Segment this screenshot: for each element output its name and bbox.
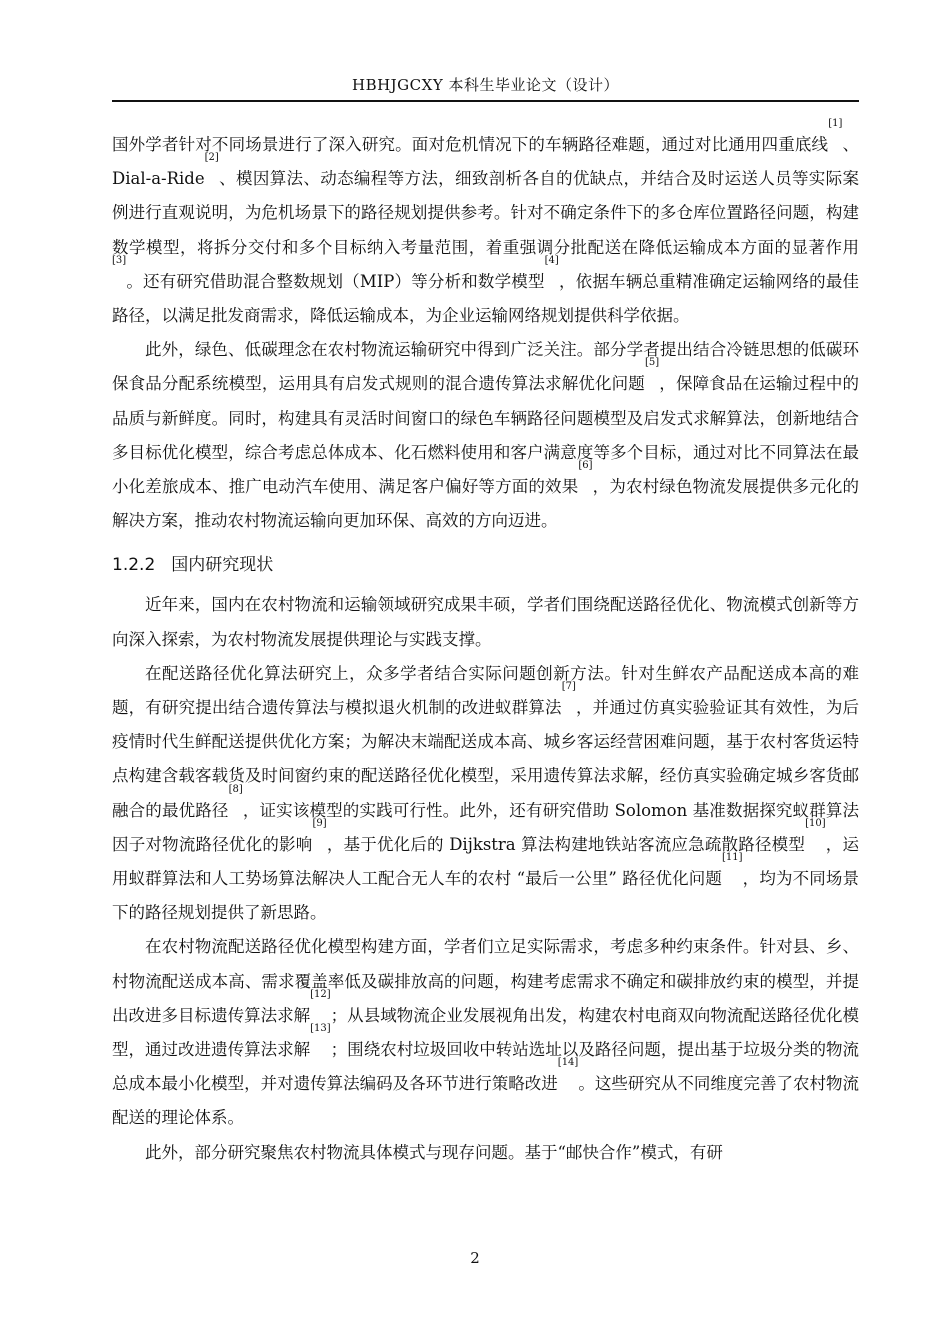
citation: [11] (722, 852, 743, 864)
citation: [9] (312, 817, 327, 829)
citation: [3] (112, 254, 127, 266)
citation: [4] (544, 254, 559, 266)
paragraph-green-logistics: 此外，绿色、低碳理念在农村物流运输研究中得到广泛关注。部分学者提出结合冷链思想的低碳环保食品分配系统模型，运用具有启发式规则的混合遗传算法求解优化问题[5]，保障食品在运输过程中的品质与新鲜度。同时，构建具有灵活时间窗口的绿色车辆路径问题模型及启发式求解算法，创新地结合多目标优化模型，综合考虑总体成本、化石燃料使用和客户满意度等多个目标，通过对比不同算法在最小化差旅成本、推广电动汽车使用、满足客户偏好等方面的效果[6]，为农村绿色物流发展提供多元化的解决方案，推动农村物流运输向更加环保、高效的方向迈进。 (112, 340, 860, 531)
citation: [2] (204, 152, 219, 164)
body-text (112, 118, 860, 1170)
section-title: 国内研究现状 (171, 555, 274, 576)
citation: [13] (310, 1023, 331, 1035)
citation: [14] (557, 1057, 579, 1069)
section-heading (112, 548, 859, 582)
citation: [10] (805, 817, 826, 829)
citation: [1] (828, 118, 843, 129)
running-header: HBHJGCXY 本科生毕业论文（设计） (351, 76, 619, 94)
page-number: 2 (470, 1249, 480, 1267)
paragraph-model-construction: 在农村物流配送路径优化模型构建方面，学者们立足实际需求，考虑多种约束条件。针对县、乡、村物流配送成本高、需求覆盖率低及碳排放高的问题，构建考虑需求不确定和碳排放约束的模型，并提出改进多目标遗传算法求解[12]；从县域物流企业发展视角出发，构建农村电商双向物流配送路径优化模型，通过改进遗传算法求解[13]；围绕农村垃圾回收中转站选址以及路径问题，提出基于垃圾分类的物流总成本最小化模型，并对遗传算法编码及各环节进行策略改进[14]。这些研究从不同维度完善了农村物流配送的理论体系。 (112, 937, 860, 1128)
paragraph-foreign-research: 国外学者针对不同场景进行了深入研究。面对危机情况下的车辆路径难题，通过对比通用四重底线[1]、Dial-a-Ride[2]、模因算法、动态编程等方法，细致剖析各自的优缺点，并结合及时运送人员等实际案例进行直观说明，为危机场景下的路径规划提供参考。针对不确定条件下的多仓库位置路径问题，构建数学模型，将拆分交付和多个目标纳入考量范围，着重强调分批配送在降低运输成本方面的显著作用[3]。还有研究借助混合整数规划（MIP）等分析和数学模型[4]，依据车辆总重精准确定运输网络的最佳路径，以满足批发商需求，降低运输成本，为企业运输网络规划提供科学依据。 (112, 118, 860, 326)
paragraph-logistics-modes: 此外，部分研究聚焦农村物流具体模式与现存问题。基于“邮快合作”模式，有研 (145, 1142, 723, 1162)
citation: [12] (310, 988, 331, 1000)
citation: [5] (644, 357, 660, 369)
paragraph-domestic-intro: 近年来，国内在农村物流和运输领域研究成果丰硕，学者们围绕配送路径优化、物流模式创新等方向深入探索，为农村物流发展提供理论与实践支撑。 (112, 595, 859, 649)
citation: [6] (578, 460, 593, 472)
paragraph-algorithm-research: 在配送路径优化算法研究上，众多学者结合实际问题创新方法。针对生鲜农产品配送成本高的难题，有研究提出结合遗传算法与模拟退火机制的改进蚁群算法[7]，并通过仿真实验验证其有效性，为后疫情时代生鲜配送提供优化方案；为解决末端配送成本高、城乡客运经营困难问题，基于农村客货运特点构建含载客载货及时间窗约束的配送路径优化模型，采用遗传算法求解，经仿真实验确定城乡客货邮融合的最优路径[8]，证实该模型的实践可行性。此外，还有研究借助 Solomon 基准数据探究蚁群算法因子对物流路径优化的影响[9]，基于优化后的 Dijkstra 算法构建地铁站客流应急疏散路径模型[10]，运用蚁群算法和人工势场算法解决人工配合无人车的农村 “最后一公里” 路径优化问题[11]，均为不同场景下的路径规划提供了新思路。 (112, 663, 860, 923)
citation: [7] (561, 681, 576, 693)
header-rule (112, 100, 859, 102)
section-number: 1.2.2 (112, 555, 156, 576)
citation: [8] (228, 783, 243, 795)
